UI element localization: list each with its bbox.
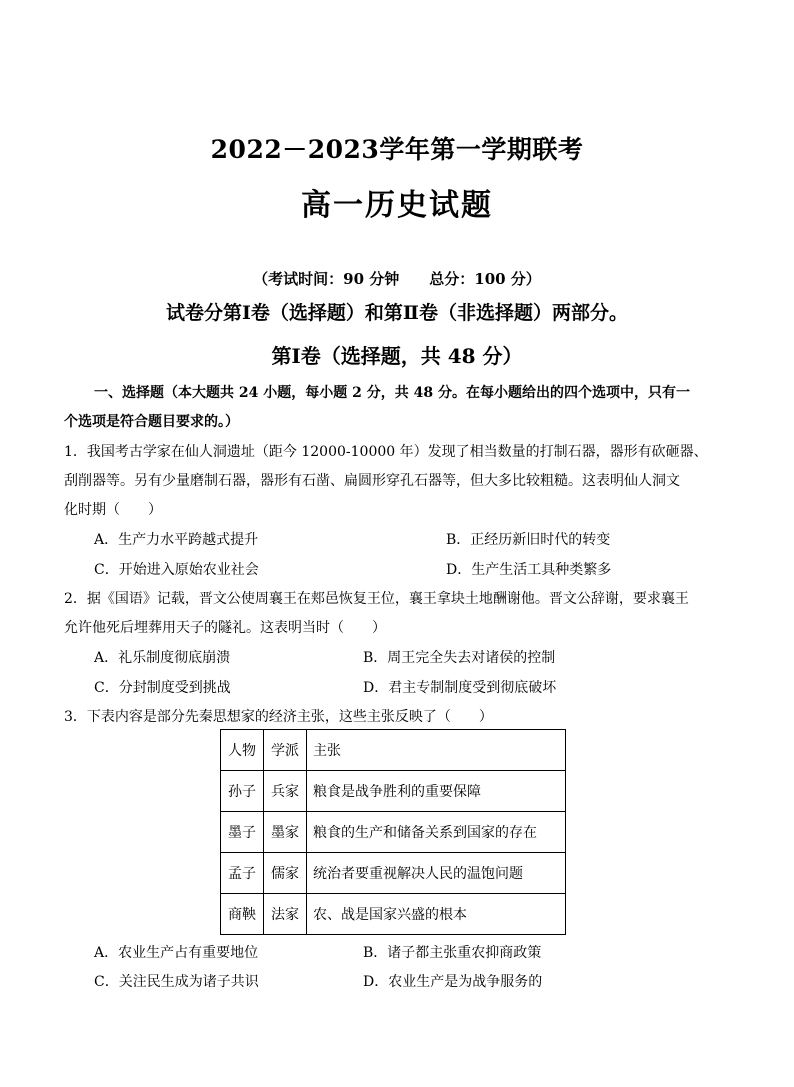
volume-one-heading: 第Ⅰ卷（选择题，共 48 分） [271, 344, 523, 368]
question-1-stem: 1．我国考古学家在仙人洞遗址（距今 12000-10000 年）发现了相当数量的打制石器，器形有砍砸器、 [64, 444, 708, 460]
table-cell: 兵家 [264, 771, 307, 812]
table-cell: 农、战是国家兴盛的根本 [307, 894, 566, 935]
instructions-line: 个选项是符合题目要求的。） [64, 414, 239, 430]
question-1-option-d: D．生产生活工具种类繁多 [446, 562, 612, 578]
question-2-stem: 2．据《国语》记载，晋文公使周襄王在郏邑恢复王位，襄王拿块土地酬谢他。晋文公辞谢，要求襄王 [64, 591, 689, 607]
table-header-row [221, 730, 566, 771]
table-cell: 儒家 [264, 853, 307, 894]
table-cell: 粮食是战争胜利的重要保障 [307, 771, 566, 812]
question-2-option-c: C．分封制度受到挑战 [94, 680, 231, 696]
table-header-cell: 人物 [221, 730, 264, 771]
table-row [221, 894, 566, 935]
question-1-stem: 刮削器等。另有少量磨制石器，器形有石凿、扁圆形穿孔石器等，但大多比较粗糙。这表明仙人洞文 [64, 473, 680, 489]
question-3-option-a: A．农业生产占有重要地位 [94, 945, 259, 961]
table-row [221, 771, 566, 812]
table-cell: 商鞅 [221, 894, 264, 935]
question-3-option-d: D．农业生产是为战争服务的 [363, 974, 543, 990]
table-row [221, 853, 566, 894]
question-2-stem: 允许他死后埋葬用天子的隧礼。这表明当时（ ） [64, 620, 386, 636]
table-row [221, 812, 566, 853]
question-1-option-c: C．开始进入原始农业社会 [94, 562, 259, 578]
question-2-option-a: A．礼乐制度彻底崩溃 [94, 650, 231, 666]
table-cell: 孙子 [221, 771, 264, 812]
table-cell: 法家 [264, 894, 307, 935]
question-2-option-b: B．周王完全失去对诸侯的控制 [363, 650, 556, 666]
question-2-option-d: D．君主专制制度受到彻底破坏 [363, 680, 557, 696]
thinkers-table [220, 729, 566, 935]
table-header-cell: 主张 [307, 730, 566, 771]
exam-time-and-score: （考试时间：90 分钟 总分：100 分） [253, 270, 541, 288]
instructions-line: 一、选择题（本大题共 24 小题，每小题 2 分，共 48 分。在每小题给出的四个选项中，只有一 [94, 385, 690, 401]
table-cell: 墨家 [264, 812, 307, 853]
question-1-option-b: B．正经历新旧时代的转变 [446, 532, 611, 548]
question-1-option-a: A．生产力水平跨越式提升 [94, 532, 259, 548]
paper-structure-note: 试卷分第Ⅰ卷（选择题）和第Ⅱ卷（非选择题）两部分。 [166, 302, 628, 324]
table-cell: 统治者要重视解决人民的温饱问题 [307, 853, 566, 894]
table-cell: 粮食的生产和储备关系到国家的存在 [307, 812, 566, 853]
question-1-stem: 化时期（ ） [64, 502, 162, 518]
question-3-option-b: B．诸子都主张重农抑商政策 [363, 945, 542, 961]
table-header-cell: 学派 [264, 730, 307, 771]
exam-title: 2022－2023学年第一学期联考 [210, 135, 584, 164]
question-3-stem: 3．下表内容是部分先秦思想家的经济主张，这些主张反映了（ ） [64, 709, 493, 725]
subject-title: 高一历史试题 [301, 188, 493, 223]
table-cell: 墨子 [221, 812, 264, 853]
table-cell: 孟子 [221, 853, 264, 894]
question-3-option-c: C．关注民生成为诸子共识 [94, 974, 259, 990]
